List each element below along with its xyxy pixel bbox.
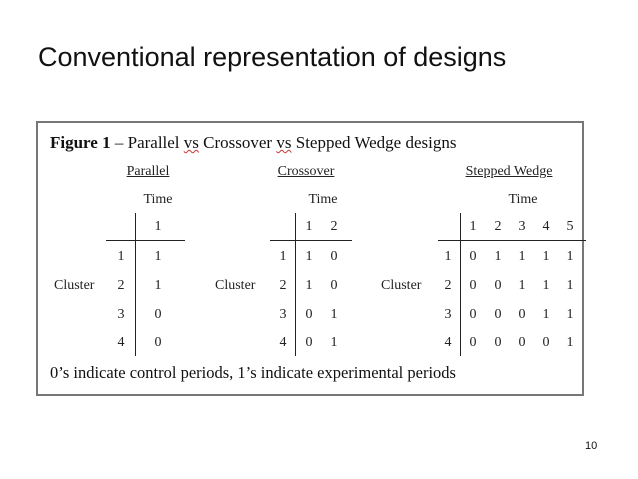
cluster-number: 2 — [444, 278, 452, 293]
table-cell: 1 — [305, 278, 313, 293]
cluster-number: 4 — [279, 335, 287, 350]
cluster-number: 3 — [117, 307, 125, 322]
cluster-number: 3 — [279, 307, 287, 322]
table-cell: 1 — [542, 307, 550, 322]
table-cell: 1 — [566, 307, 574, 322]
table-cell: 1 — [518, 249, 526, 264]
table-cell: 1 — [566, 278, 574, 293]
period-header: 1 — [154, 219, 162, 234]
period-header: 4 — [542, 219, 550, 234]
period-header: 2 — [330, 219, 338, 234]
cluster-number: 1 — [117, 249, 125, 264]
table-divider-vertical — [295, 213, 296, 356]
table-cell: 0 — [469, 249, 477, 264]
cluster-number: 2 — [279, 278, 287, 293]
cluster-number: 1 — [279, 249, 287, 264]
cluster-label: Cluster — [215, 278, 256, 293]
design-title: Stepped Wedge — [465, 164, 553, 179]
cluster-label: Cluster — [54, 278, 95, 293]
table-cell: 0 — [154, 335, 162, 350]
table-divider-horizontal — [270, 240, 352, 241]
period-header: 1 — [305, 219, 313, 234]
figure-caption — [50, 133, 456, 153]
table-cell: 0 — [494, 335, 502, 350]
figure-caption-part: Crossover — [198, 133, 277, 152]
time-label: Time — [308, 192, 338, 207]
table-cell: 0 — [542, 335, 550, 350]
period-header: 3 — [518, 219, 526, 234]
table-cell: 0 — [494, 307, 502, 322]
table-cell: 1 — [330, 307, 338, 322]
table-divider-vertical — [135, 213, 136, 356]
period-header: 1 — [469, 219, 477, 234]
time-label: Time — [508, 192, 538, 207]
cluster-number: 3 — [444, 307, 452, 322]
table-cell: 1 — [494, 249, 502, 264]
cluster-number: 4 — [444, 335, 452, 350]
table-cell: 1 — [330, 335, 338, 350]
table-divider-vertical — [460, 213, 461, 356]
figure-box — [36, 121, 584, 396]
figure-caption-part: Stepped Wedge designs — [291, 133, 457, 152]
table-cell: 0 — [518, 335, 526, 350]
cluster-number: 1 — [444, 249, 452, 264]
table-cell: 0 — [469, 278, 477, 293]
table-cell: 1 — [566, 335, 574, 350]
table-cell: 0 — [305, 307, 313, 322]
table-cell: 0 — [305, 335, 313, 350]
table-cell: 0 — [154, 307, 162, 322]
design-title: Crossover — [277, 164, 335, 179]
table-cell: 1 — [518, 278, 526, 293]
table-cell: 0 — [518, 307, 526, 322]
design-title: Parallel — [126, 164, 170, 179]
table-divider-horizontal — [438, 240, 586, 241]
table-cell: 1 — [542, 278, 550, 293]
cluster-number: 4 — [117, 335, 125, 350]
page-number: 10 — [585, 440, 598, 452]
table-cell: 1 — [305, 249, 313, 264]
figure-caption-vs: vs — [183, 133, 199, 152]
table-cell: 1 — [542, 249, 550, 264]
slide-title: Conventional representation of designs — [38, 42, 507, 72]
cluster-label: Cluster — [381, 278, 422, 293]
table-cell: 1 — [154, 278, 162, 293]
figure-caption-part: – Parallel — [110, 133, 184, 152]
table-cell: 0 — [469, 335, 477, 350]
table-cell: 0 — [494, 278, 502, 293]
cluster-number: 2 — [117, 278, 125, 293]
table-cell: 1 — [154, 249, 162, 264]
figure-caption-vs: vs — [276, 133, 292, 152]
figure-caption-label: Figure 1 — [50, 133, 111, 152]
period-header: 5 — [566, 219, 574, 234]
time-label: Time — [143, 192, 173, 207]
table-cell: 0 — [330, 249, 338, 264]
figure-footnote: 0’s indicate control periods, 1’s indicate experimental periods — [50, 363, 456, 382]
period-header: 2 — [494, 219, 502, 234]
table-divider-horizontal — [106, 240, 185, 241]
table-cell: 1 — [566, 249, 574, 264]
table-cell: 0 — [330, 278, 338, 293]
table-cell: 0 — [469, 307, 477, 322]
